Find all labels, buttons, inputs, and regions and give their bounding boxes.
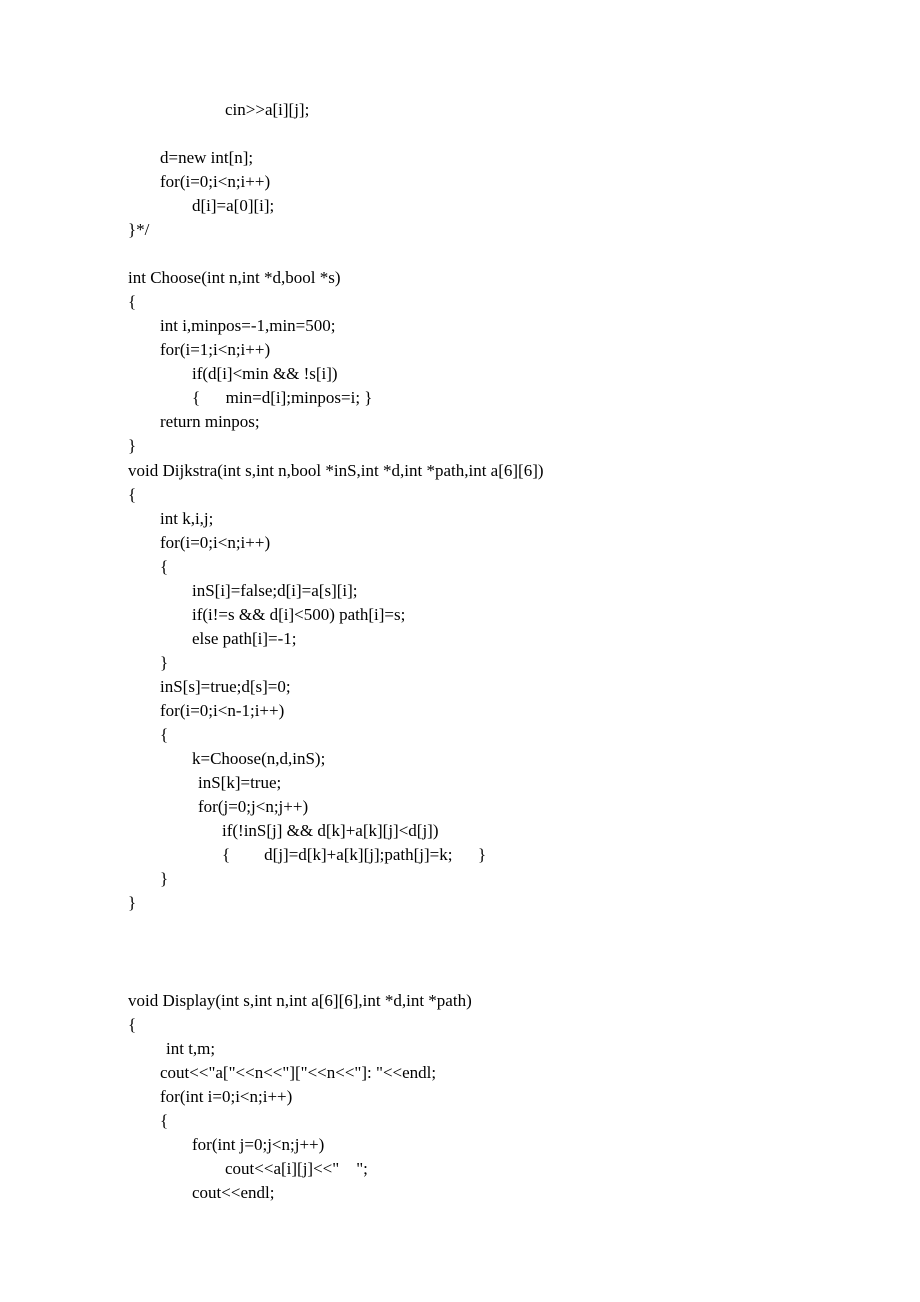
code-line: int Choose(int n,int *d,bool *s) [128,268,341,287]
code-line: { min=d[i];minpos=i; } [192,388,373,407]
code-line: cout<<"a["<<n<<"]["<<n<<"]: "<<endl; [160,1063,437,1082]
code-line: for(i=0;i<n;i++) [160,172,271,191]
code-line: } [160,869,169,888]
code-line: { [128,485,137,504]
code-line: else path[i]=-1; [192,629,297,648]
code-line: if(!inS[j] && d[k]+a[k][j]<d[j]) [222,821,439,840]
code-line: cout<<endl; [192,1183,275,1202]
code-line: { [160,725,169,744]
code-line: void Display(int s,int n,int a[6][6],int *d,int *path) [128,991,472,1010]
code-line: inS[k]=true; [198,773,282,792]
code-line: int t,m; [166,1039,216,1058]
code-line: { [128,1015,137,1034]
code-line: { [160,557,169,576]
code-line: { d[j]=d[k]+a[k][j];path[j]=k; } [222,845,487,864]
code-line: for(i=0;i<n;i++) [160,533,271,552]
code-line: inS[i]=false;d[i]=a[s][i]; [192,581,358,600]
code-line: inS[s]=true;d[s]=0; [160,677,291,696]
code-line: for(int j=0;j<n;j++) [192,1135,325,1154]
code-line: { [128,292,137,311]
code-line: return minpos; [160,412,260,431]
code-line: for(int i=0;i<n;i++) [160,1087,293,1106]
code-line: } [160,653,169,672]
code-line: if(i!=s && d[i]<500) path[i]=s; [192,605,406,624]
code-line: { [160,1111,169,1130]
code-line: for(i=1;i<n;i++) [160,340,271,359]
code-line: } [128,436,137,455]
code-line: int i,minpos=-1,min=500; [160,316,336,335]
code-line: cin>>a[i][j]; [225,100,310,119]
code-line: int k,i,j; [160,509,214,528]
code-line: } [128,893,137,912]
code-line: k=Choose(n,d,inS); [192,749,326,768]
code-line: }*/ [128,220,150,239]
code-line: d=new int[n]; [160,148,254,167]
code-line: void Dijkstra(int s,int n,bool *inS,int *d,int *path,int a[6][6]) [128,461,544,480]
code-line: for(i=0;i<n-1;i++) [160,701,285,720]
code-line: cout<<a[i][j]<<" "; [225,1159,368,1178]
code-line: if(d[i]<min && !s[i]) [192,364,338,383]
code-line: d[i]=a[0][i]; [192,196,275,215]
code-line: for(j=0;j<n;j++) [198,797,309,816]
